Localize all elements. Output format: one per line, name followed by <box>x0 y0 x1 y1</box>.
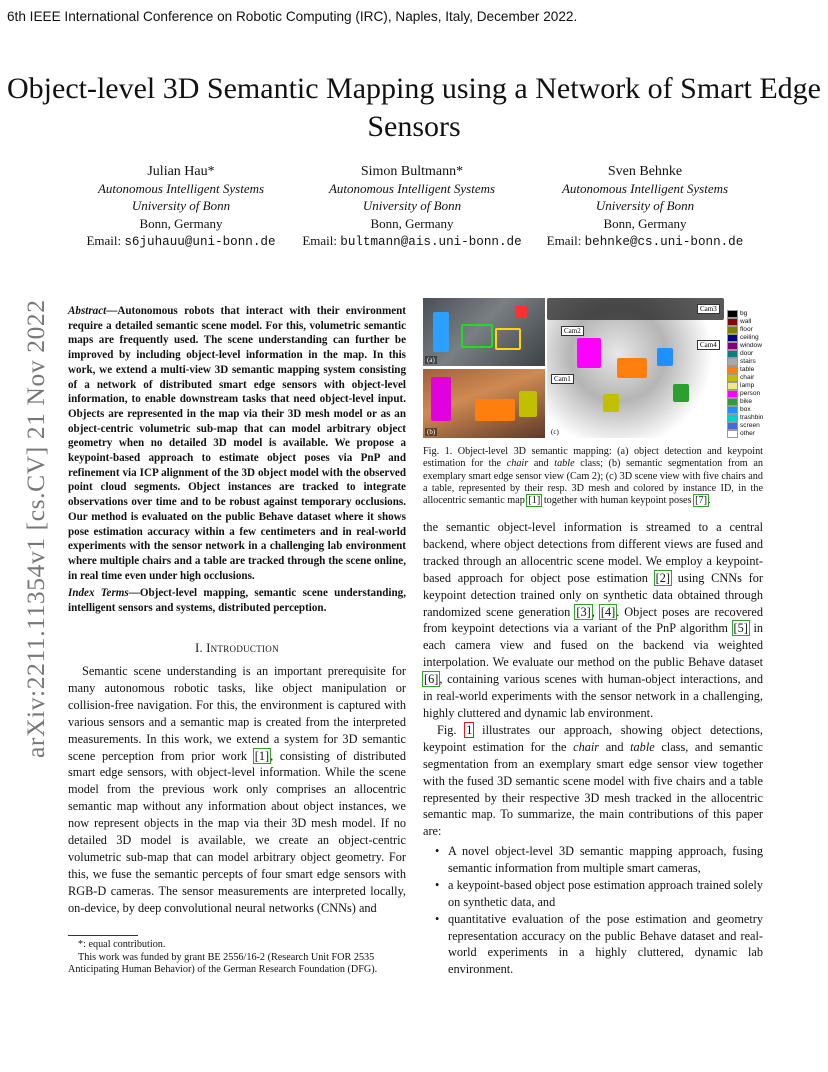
section-title: Introduction <box>206 641 279 655</box>
legend-swatch <box>727 342 738 350</box>
legend-label: window <box>740 342 762 350</box>
author-email-line <box>536 232 754 251</box>
legend-label: lamp <box>740 382 755 390</box>
author-affiliation: Autonomous Intelligent Systems <box>561 181 729 197</box>
citation-link[interactable]: [1] <box>254 748 270 763</box>
text-run: . Object poses are recovered from keypoint detections via a variant of the PnP algorithm <box>423 604 763 636</box>
paper-title: Object-level 3D Semantic Mapping using a Network of Smart Edge Sensors <box>7 72 821 143</box>
text-run: using CNNs for keypoint detection trained only on synthetic data obtained through randomized scene generation <box>423 570 763 619</box>
legend-label: stairs <box>740 358 756 366</box>
camera-label: Cam3 <box>697 304 720 314</box>
chair-mesh <box>673 384 689 402</box>
index-terms-text: —Object-level mapping, semantic scene understanding, intelligent sensors and systems, distributed perception. <box>68 587 406 614</box>
legend-item <box>727 310 767 318</box>
citation-link[interactable]: [4] <box>600 604 616 619</box>
camera-label: Cam1 <box>551 374 574 384</box>
legend-label: table <box>740 366 755 374</box>
legend-item <box>727 342 767 350</box>
figure-panel-c <box>547 298 724 438</box>
legend-swatch <box>727 422 738 430</box>
text-run: class; (b) semantic segmentation from an exemplary smart edge sensor view (Cam 2); (c) 3D scene view with five chairs and a table, represented by their resp. 3D mesh and colored by instance ID, in the allocentric semantic map <box>423 458 763 507</box>
panel-label: (b) <box>427 428 436 436</box>
text-run: and <box>528 458 555 470</box>
legend-item <box>727 382 767 390</box>
text-run: class, and semantic segmentation from an exemplary smart edge sensor view together with the fused 3D semantic scene model with five chairs and a table represented by their respective 3D mesh tracked in the allocentric semantic map. To summarize, the main contributions of this paper are: <box>423 739 764 839</box>
text-run: , consisting of distributed smart edge sensors, with object-level information. While the scene model from the previous work only comprises an allocentric semantic map without any information about object instances, we now represent objects in the map via their 3D mesh model. If no detailed 3D model is available, we create an object-centric volumetric sub-map that can model arbitrary object geometry. For this, we fuse the semantic percepts of four smart edge sensors with RGB-D cameras. The sensor measurements are interpreted locally, on-device, by deep convolutional neural networks (CNNs) and <box>68 748 407 915</box>
text-run: . <box>707 495 711 507</box>
legend-item <box>727 318 767 326</box>
author-university: University of Bonn <box>131 198 231 214</box>
author-location: Bonn, Germany <box>139 215 223 231</box>
legend-label: bg <box>740 310 748 318</box>
paragraph <box>423 519 763 722</box>
text-run: chair <box>506 458 529 470</box>
legend-item <box>727 422 767 430</box>
text-run: and <box>599 739 631 754</box>
semantic-class-legend <box>727 310 767 438</box>
text-run: chair <box>573 739 600 754</box>
panel-label: (a) <box>427 356 435 364</box>
right-column-body <box>423 519 763 840</box>
text-run: table <box>554 458 575 470</box>
table-mesh <box>617 358 647 378</box>
text-run: the semantic object-level information is streamed to a central backend, where object detections from different views are fused and tracked through an allocentric scene model. We employ a keypoint-based approach for object pose estimation <box>423 520 763 585</box>
segmented-person <box>431 377 451 421</box>
citation-link[interactable]: [2] <box>655 570 671 585</box>
figure-caption <box>423 446 763 507</box>
list-item: • quantitative evaluation of the pose estimation and geometry representation accuracy on the public Behave dataset and real-world experiments in a highly cluttered, dynamic lab environment. <box>423 911 763 979</box>
list-item: • a keypoint-based object pose estimation approach trained solely on synthetic data, and <box>423 877 763 911</box>
legend-item <box>727 414 767 422</box>
abstract-heading: Abstract <box>68 305 107 317</box>
legend-label: chair <box>740 374 755 382</box>
email-label: Email: <box>86 232 125 248</box>
legend-label: person <box>740 390 761 398</box>
author-block <box>536 163 754 251</box>
text-run: together with human keypoint poses <box>541 495 695 507</box>
legend-item <box>727 390 767 398</box>
abstract-text: —Autonomous robots that interact with their environment require a detailed semantic scene model. For this, volumetric semantic maps are frequently used. The scene understanding can further be improved by including object-level information in the map. In this work, we extend a multi-view 3D semantic mapping system consisting of a network of distributed smart edge sensors with object-level information, to enable downstream tasks that need object-level input. Objects are represented in the map via their 3D mesh model or as an object-centric volumetric sub-map that can model arbitrary object geometry when no detailed 3D model is available. We propose a keypoint-based approach to estimate object poses via PnP and refinement via ICP alignment of the 3D object model with the observed point cloud segments. Object instances are tracked to integrate observations over time and to be robust against temporary occlusions. Our method is evaluated on the public Behave dataset where it shows pose estimation accuracy within a few centimeters and in real-world experiments with the sensor network in a challenging lab environment where multiple chairs and a table are tracked through the scene online, in real time even under high occlusions. <box>68 305 406 582</box>
camera-label: Cam4 <box>697 340 720 350</box>
author-university: University of Bonn <box>595 198 695 214</box>
legend-item <box>727 398 767 406</box>
footnote-funding: This work was funded by grant BE 2556/16-2 (Research Unit FOR 2535 Anticipating Human Behavior) of the German Research Foundation (DFG). <box>68 951 378 976</box>
detected-person <box>433 312 449 352</box>
legend-swatch <box>727 366 738 374</box>
citation-link[interactable]: [7] <box>695 495 707 507</box>
text-run: in each camera view and fused on the backend via weighted interpolation. We evaluate our method on the public Behave dataset <box>423 621 764 670</box>
legend-label: door <box>740 350 754 358</box>
legend-item <box>727 358 767 366</box>
author-affiliation: Autonomous Intelligent Systems <box>328 181 496 197</box>
author-name: Sven Behnke <box>607 164 683 179</box>
legend-item <box>727 326 767 334</box>
email-label: Email: <box>302 232 341 248</box>
contributions-list <box>423 843 763 978</box>
text-run: illustrates our approach, showing object detections, keypoint estimation for the <box>423 722 763 754</box>
legend-label: box <box>740 406 751 414</box>
arxiv-stamp: arXiv:2211.11354v1 [cs.CV] 21 Nov 2022 <box>21 299 50 758</box>
author-location: Bonn, Germany <box>370 215 454 231</box>
index-terms-heading: Index Terms <box>68 587 129 599</box>
text-run: Fig. <box>437 722 466 737</box>
legend-label: screen <box>740 422 760 430</box>
legend-item <box>727 334 767 342</box>
citation-link[interactable]: [3] <box>576 604 591 619</box>
text-run: , <box>591 604 600 619</box>
legend-label: floor <box>740 326 753 334</box>
author-email-line <box>292 232 532 251</box>
legend-item <box>727 366 767 374</box>
list-item: • A novel object-level 3D semantic mapping approach, fusing semantic information from multiple smart cameras, <box>423 843 763 877</box>
section-number: I. <box>195 641 203 655</box>
abstract <box>68 304 406 583</box>
detection-box <box>461 324 493 348</box>
legend-swatch <box>727 350 738 358</box>
author-name: Simon Bultmann* <box>360 164 464 179</box>
author-email-line <box>72 232 290 251</box>
legend-swatch <box>727 374 738 382</box>
legend-swatch <box>727 406 738 414</box>
author-university: University of Bonn <box>362 198 462 214</box>
legend-swatch <box>727 382 738 390</box>
paragraph <box>423 722 763 840</box>
legend-label: wall <box>740 318 752 326</box>
author-name: Julian Hau* <box>147 164 215 179</box>
keypoint-marker <box>515 306 527 318</box>
index-terms <box>68 586 406 615</box>
segmented-table <box>475 399 515 421</box>
citation-link[interactable]: [5] <box>733 621 748 636</box>
camera-label: Cam2 <box>561 326 584 336</box>
text-run: Semantic scene understanding is an important prerequisite for many autonomous robotic tasks, like object manipulation or collision-free navigation. For this, the environment is captured with various sensors and a semantic map is created from the interpreted measurements. In this work, we extend a system for 3D semantic scene perception from prior work <box>68 664 406 763</box>
author-block <box>72 163 290 251</box>
citation-link[interactable]: [1] <box>528 495 541 507</box>
legend-label: ceiling <box>740 334 759 342</box>
footnote-rule <box>68 935 138 936</box>
intro-paragraph <box>68 663 406 917</box>
author-affiliation: Autonomous Intelligent Systems <box>97 181 265 197</box>
panel-label: (c) <box>551 428 559 436</box>
legend-label: other <box>740 430 756 438</box>
author-email[interactable]: bultmann@ais.uni-bonn.de <box>340 234 522 249</box>
chair-mesh <box>657 348 673 366</box>
footnote-equal-contribution: *: equal contribution. <box>78 939 166 950</box>
legend-label: trashbin <box>740 414 764 422</box>
section-heading <box>68 641 406 656</box>
figure-panel-b <box>423 369 545 438</box>
figure-panel-a <box>423 298 545 366</box>
text-run: , containing various scenes with human-object interactions, and in real-world experiments with the sensor network in a challenging, highly cluttered and dynamic lab environment. <box>423 672 763 720</box>
footnote <box>68 935 406 977</box>
legend-swatch <box>727 326 738 334</box>
legend-swatch <box>727 398 738 406</box>
author-email[interactable]: behnke@cs.uni-bonn.de <box>584 234 744 249</box>
conference-header: 6th IEEE International Conference on Robotic Computing (IRC), Naples, Italy, December 2022. <box>7 9 578 24</box>
citation-link[interactable]: [6] <box>424 672 439 687</box>
legend-swatch <box>727 310 738 318</box>
legend-swatch <box>727 318 738 326</box>
author-email[interactable]: s6juhauu@uni-bonn.de <box>124 234 276 249</box>
legend-item <box>727 350 767 358</box>
legend-item <box>727 406 767 414</box>
email-label: Email: <box>546 232 585 248</box>
legend-item <box>727 374 767 382</box>
figure-link[interactable]: 1 <box>466 722 473 737</box>
author-location: Bonn, Germany <box>603 215 687 231</box>
legend-label: bike <box>740 398 753 406</box>
legend-swatch <box>727 334 738 342</box>
detection-box <box>495 328 521 350</box>
legend-swatch <box>727 358 738 366</box>
legend-swatch <box>727 414 738 422</box>
legend-swatch <box>727 390 738 398</box>
author-block <box>292 163 532 251</box>
segmented-chair <box>519 391 537 417</box>
chair-mesh <box>603 394 619 412</box>
person-mesh <box>577 338 601 368</box>
legend-item <box>727 430 767 438</box>
legend-swatch <box>727 430 738 438</box>
figure-1 <box>423 298 763 438</box>
text-run: Fig. 1. Object-level 3D semantic mapping: (a) object detection and keypoint estimation for the <box>423 446 763 470</box>
text-run: table <box>630 739 655 754</box>
